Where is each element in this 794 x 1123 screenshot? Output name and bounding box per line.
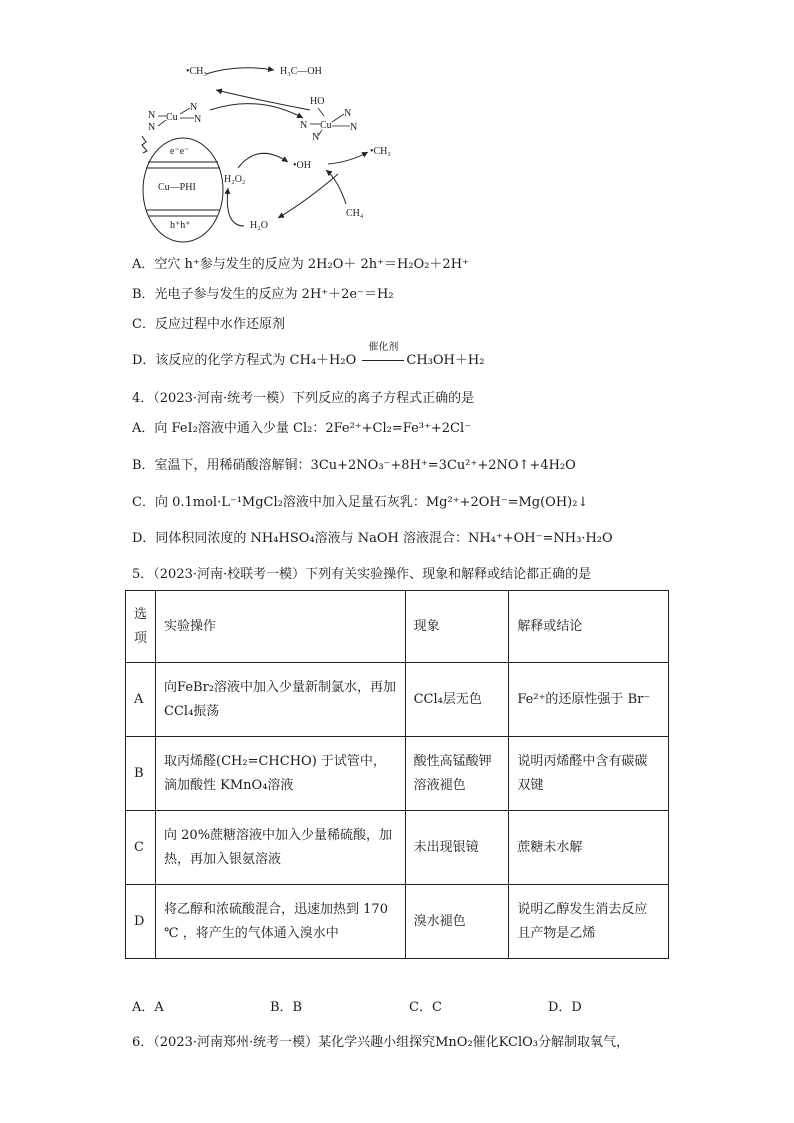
ch4-label: CH₄: [346, 208, 364, 219]
oh-radical-label: •OH: [293, 160, 311, 171]
choice-c: C．C: [409, 1000, 442, 1015]
cell-phenomenon: 酸性高锰酸钾溶液褪色: [405, 737, 509, 811]
cell-operation: 向FeBr₂溶液中加入少量新制氯水，再加 CCl₄振荡: [156, 663, 406, 737]
experiment-table: [125, 590, 669, 959]
ho-label: HO: [310, 96, 325, 107]
q4-option-d: D．同体积同浓度的 NH₄HSO₄溶液与 NaOH 溶液混合：NH₄⁺+OH⁻=NH₃·H₂O: [132, 531, 613, 546]
n-right-2: N: [312, 132, 320, 143]
holes-label: h⁺h⁺: [170, 220, 191, 231]
q4-option-c: C．向 0.1mol·L⁻¹MgCl₂溶液中加入足量石灰乳：Mg²⁺+2OH⁻=Mg(OH)₂↓: [132, 495, 589, 510]
q3-option-a: A．空穴 h⁺参与发生的反应为 2H₂O＋ 2h⁺＝H₂O₂＋2H⁺: [132, 257, 469, 272]
n-left-1: N: [148, 110, 156, 121]
choice-a: A．A: [132, 1000, 164, 1015]
q3-option-b: B．光电子参与发生的反应为 2H⁺＋2e⁻＝H₂: [132, 287, 394, 302]
table-row: [126, 885, 669, 959]
choice-d: D．D: [548, 1000, 582, 1015]
cell-phenomenon: CCl₄层无色: [405, 663, 509, 737]
cell-option: D: [126, 885, 156, 959]
cell-conclusion: 说明乙醇发生消去反应且产物是乙烯: [509, 885, 669, 959]
n-left-2: N: [190, 102, 198, 113]
q3-option-d: [132, 342, 485, 370]
catalyst-condition: [360, 342, 406, 370]
table-row: [126, 737, 669, 811]
cell-option: B: [126, 737, 156, 811]
cu-right-label: Cu: [320, 120, 332, 131]
choice-b: B．B: [270, 1000, 303, 1015]
n-right-3: N: [344, 108, 352, 119]
h2o2-label: H₂O₂: [224, 174, 246, 185]
h2o-label: H₂O: [250, 220, 268, 231]
reaction-bar: [362, 360, 404, 361]
electrons-label: e⁻e⁻: [170, 146, 190, 157]
q3-option-d-suffix: CH₃OH＋H₂: [406, 353, 485, 368]
table-header-row: [126, 591, 669, 663]
catalyst-label: Cu—PHI: [158, 182, 196, 193]
n-right-4: N: [350, 122, 358, 133]
q4-stem: 4．（2023·河南·统考一模）下列反应的离子方程式正确的是: [132, 391, 475, 406]
header-operation: 实验操作: [156, 591, 406, 663]
n-left-3: N: [194, 114, 202, 125]
q3-option-c: C．反应过程中水作还原剂: [132, 317, 285, 332]
cell-phenomenon: 未出现银镜: [405, 811, 509, 885]
ch3-radical-right: •CH₃: [370, 146, 391, 157]
mechanism-diagram: [128, 50, 428, 250]
n-right-1: N: [300, 120, 308, 131]
q4-option-b: B．室温下，用稀硝酸溶解铜：3Cu+2NO₃⁻+8H⁺=3Cu²⁺+2NO↑+4H₂O: [132, 458, 576, 473]
cell-conclusion: 说明丙烯醛中含有碳碳双键: [509, 737, 669, 811]
n-left-4: N: [148, 122, 156, 133]
ch3-radical-top: •CH₃: [186, 66, 207, 77]
cell-operation: 将乙醇和浓硫酸混合，迅速加热到 170 ℃ ，将产生的气体通入溴水中: [156, 885, 406, 959]
header-option: 选项: [126, 591, 156, 663]
cell-conclusion: Fe²⁺的还原性强于 Br⁻: [509, 663, 669, 737]
cell-phenomenon: 溴水褪色: [405, 885, 509, 959]
header-phenomenon: 现象: [405, 591, 509, 663]
cell-option: C: [126, 811, 156, 885]
methanol-label: H₃C—OH: [280, 66, 322, 77]
q4-option-a: A．向 FeI₂溶液中通入少量 Cl₂：2Fe²⁺+Cl₂=Fe³⁺+2Cl⁻: [132, 421, 471, 436]
header-conclusion: 解释或结论: [509, 591, 669, 663]
cell-option: A: [126, 663, 156, 737]
cell-conclusion: 蔗糖未水解: [509, 811, 669, 885]
cell-operation: 向 20%蔗糖溶液中加入少量稀硫酸，加热，再加入银氨溶液: [156, 811, 406, 885]
table-row: [126, 811, 669, 885]
q5-stem: 5．（2023·河南·校联考一模）下列有关实验操作、现象和解释或结论都正确的是: [132, 567, 592, 582]
q6-stem: 6．（2023·河南郑州·统考一模）某化学兴趣小组探究MnO₂催化KClO₃分解制取氧气，: [132, 1035, 630, 1050]
cell-operation: 取丙烯醛(CH₂=CHCHO) 于试管中，滴加酸性 KMnO₄溶液: [156, 737, 406, 811]
table-row: [126, 663, 669, 737]
q3-option-d-prefix: D．该反应的化学方程式为 CH₄＋H₂O: [132, 353, 357, 368]
catalyst-text: 催化剂: [368, 342, 399, 353]
cu-left-label: Cu: [166, 112, 178, 123]
